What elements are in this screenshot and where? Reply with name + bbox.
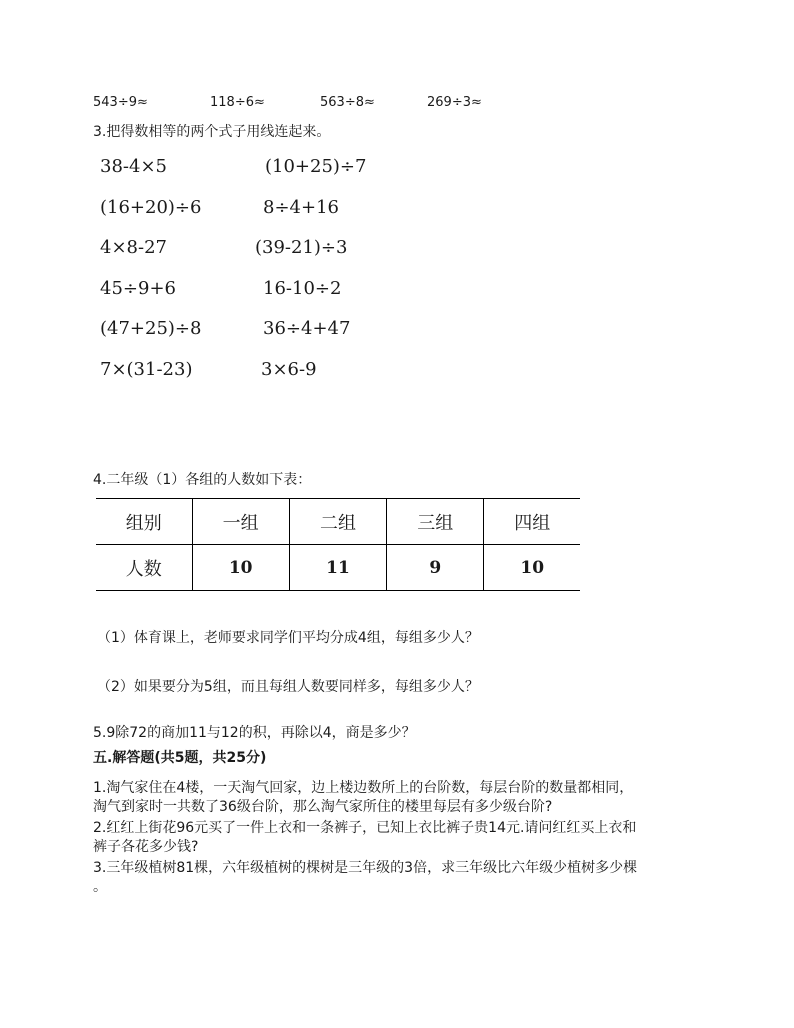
table-cell: 9 (387, 545, 484, 591)
q4-sub-question-1: （1）体育课上，老师要求同学们平均分成4组，每组多少人？ (97, 630, 479, 646)
q3-title: 3.把得数相等的两个式子用线连起来。 (93, 124, 331, 140)
q3-left-expr: 4×8-27 (100, 237, 167, 258)
problem-2-line-2: 裤子各花多少钱? (93, 839, 199, 855)
q3-left-expr: (16+20)÷6 (100, 197, 202, 218)
estimate-3: 563÷8≈ (320, 95, 375, 110)
q3-right-expr: 16-10÷2 (263, 278, 342, 299)
table-row-label: 人数 (125, 558, 162, 580)
q3-right-expr: (39-21)÷3 (255, 237, 348, 258)
q3-right-expr: 36÷4+47 (263, 318, 351, 339)
problem-1-line-2: 淘气到家时一共数了36级台阶，那么淘气家所住的楼里每层有多少级台阶? (93, 799, 553, 815)
table-header-cell: 组别 (96, 499, 192, 545)
estimate-1: 543÷9≈ (93, 95, 148, 110)
q4-sub-question-2: （2）如果要分为5组，而且每组人数要同样多，每组多少人？ (97, 679, 479, 695)
problem-3-line-1: 3.三年级植树81棵，六年级植树的棵树是三年级的3倍，求三年级比六年级少植树多少棵 (93, 860, 638, 876)
problem-3-line-2: 。 (93, 879, 107, 895)
table-header-cell: 二组 (289, 499, 386, 545)
q4-title: 4.二年级（1）各组的人数如下表： (93, 472, 312, 488)
table-header-cell: 三组 (387, 499, 484, 545)
estimate-2: 118÷6≈ (210, 95, 265, 110)
estimate-4: 269÷3≈ (427, 95, 482, 110)
q3-left-expr: 38-4×5 (100, 156, 167, 177)
table-header-row (96, 499, 580, 545)
table-header-cell: 四组 (484, 499, 580, 545)
group-count-table (96, 498, 580, 591)
table-cell: 11 (289, 545, 386, 591)
table-cell: 10 (484, 545, 580, 591)
q3-left-expr: 45÷9+6 (100, 278, 176, 299)
q3-right-expr: 3×6-9 (261, 359, 317, 380)
q3-right-expr: 8÷4+16 (263, 197, 339, 218)
table-header-cell: 一组 (192, 499, 289, 545)
table-cell: 10 (192, 545, 289, 591)
problem-1-line-1: 1.淘气家住在4楼，一天淘气回家，边上楼边数所上的台阶数，每层台阶的数量都相同， (93, 780, 634, 796)
q3-left-expr: 7×(31-23) (100, 359, 193, 380)
q3-left-expr: (47+25)÷8 (100, 318, 202, 339)
section-heading: 五.解答题(共5题，共25分) (93, 750, 267, 766)
table-row (96, 545, 580, 591)
q3-right-expr: (10+25)÷7 (265, 156, 367, 177)
q5-text: 5.9除72的商加11与12的积，再除以4，商是多少？ (93, 725, 416, 741)
problem-2-line-1: 2.红红上街花96元买了一件上衣和一条裤子，已知上衣比裤子贵14元.请问红红买上衣和 (93, 820, 637, 836)
